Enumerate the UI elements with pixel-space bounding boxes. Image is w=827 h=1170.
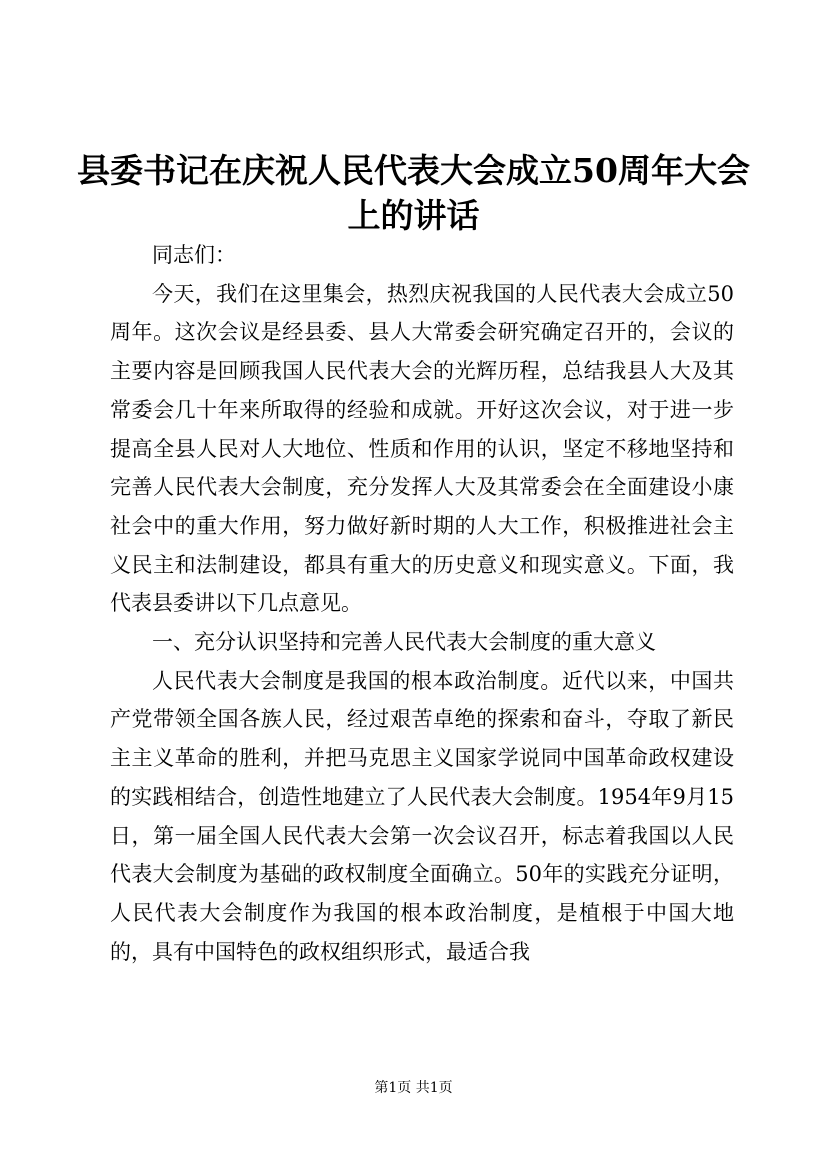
- section-heading-1: 一、充分认识坚持和完善人民代表大会制度的重大意义: [152, 630, 656, 655]
- document-title: 县委书记在庆祝人民代表大会成立50周年大会上的讲话: [77, 151, 750, 235]
- document-body: [110, 236, 734, 971]
- paragraph-intro: 今天，我们在这里集会，热烈庆祝我国的人民代表大会成立50周年。这次会议是经县委、县人大常委会研究确定召开的，会议的主要内容是回顾我国人民代表大会的光辉历程，总结我县人大及其常委会几十年来所取得的经验和成就。开好这次会议，对于进一步提高全县人民对人大地位、性质和作用的认识，坚定不移地坚持和完善人民代表大会制度，充分发挥人大及其常委会在全面建设小康社会中的重大作用，努力做好新时期的人大工作，积极推进社会主义民主和法制建设，都具有重大的历史意义和现实意义。下面，我代表县委讲以下几点意见。: [110, 281, 734, 616]
- salutation: 同志们：: [152, 243, 236, 267]
- page-footer: 第1页 共1页: [374, 1080, 453, 1096]
- paragraph-section-1: 人民代表大会制度是我国的根本政治制度。近代以来，中国共产党带领全国各族人民，经过艰苦卓绝的探索和奋斗，夺取了新民主主义革命的胜利，并把马克思主义国家学说同中国革命政权建设的实践相结合，创造性地建立了人民代表大会制度。1954年9月15日，第一届全国人民代表大会第一次会议召开，标志着我国以人民代表大会制度为基础的政权制度全面确立。50年的实践充分证明，人民代表大会制度作为我国的根本政治制度，是植根于中国大地的，具有中国特色的政权组织形式，最适合我: [110, 668, 734, 964]
